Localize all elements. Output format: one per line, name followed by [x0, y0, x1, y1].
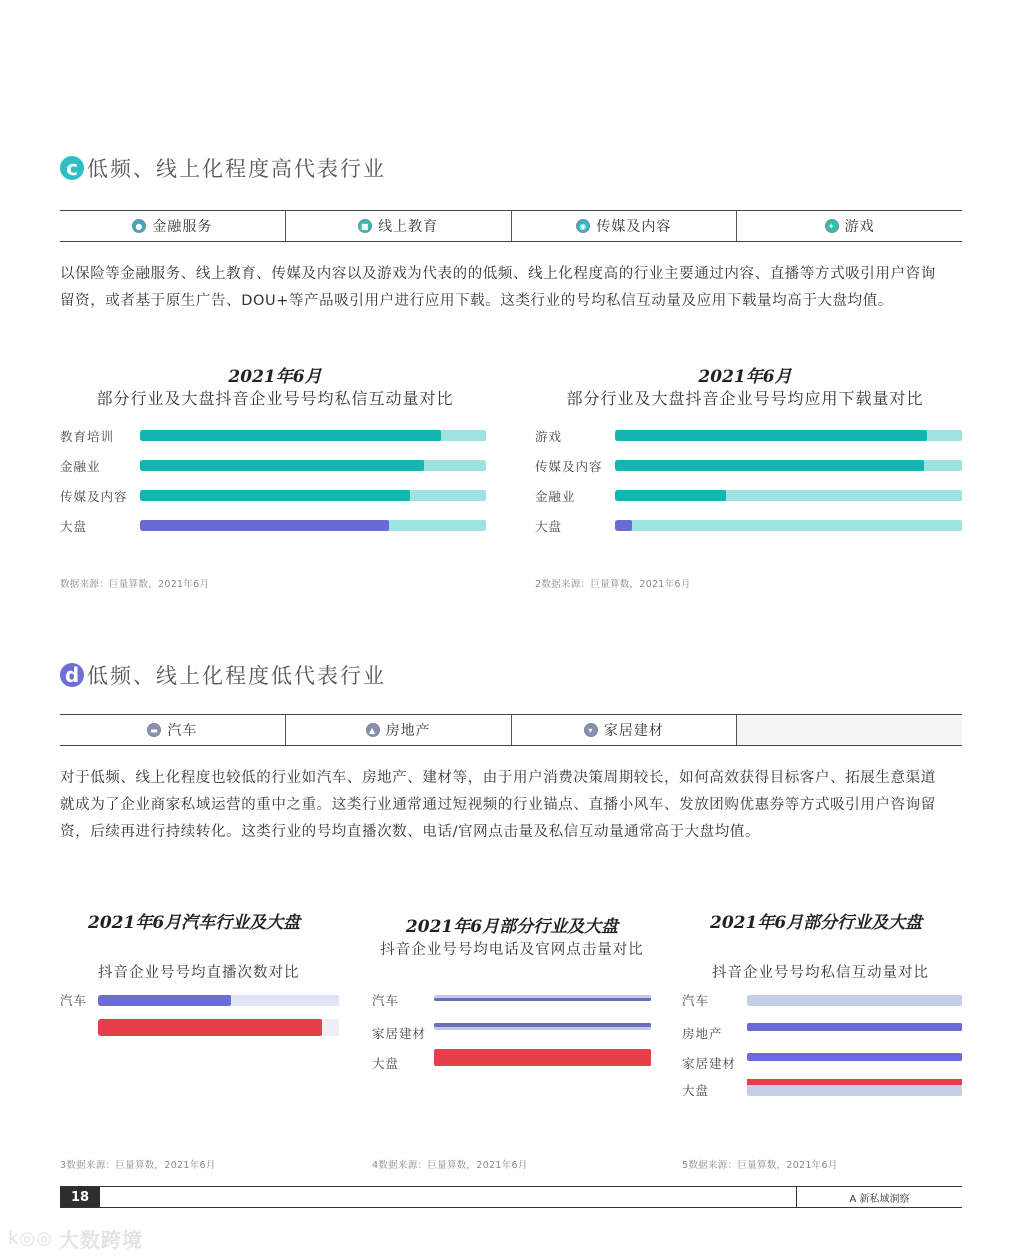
- chart-private-message-interaction: [60, 360, 490, 600]
- chart-app-downloads: [535, 360, 965, 600]
- footer-section-label: A 新私域洞察: [796, 1187, 962, 1207]
- bar-label: 汽车: [60, 993, 88, 1008]
- chart-private-message-low-online: [682, 910, 972, 1175]
- bar-finance: [615, 490, 726, 501]
- house-icon: ▲: [366, 723, 380, 737]
- bar-overall: [615, 520, 632, 531]
- section-c-title: 低频、线上化程度高代表行业: [87, 157, 386, 181]
- page-footer: [60, 1186, 962, 1208]
- bar-overall: [98, 1019, 322, 1036]
- bar-track: [140, 430, 486, 441]
- bar-media: [615, 460, 924, 471]
- tab-home-building[interactable]: [512, 715, 738, 745]
- section-d-heading: [60, 660, 386, 690]
- bar-overall: [140, 520, 389, 531]
- bar-track: [98, 995, 339, 1006]
- game-icon: ✦: [825, 219, 839, 233]
- bar-label: 游戏: [535, 429, 563, 444]
- section-c-badge-icon: c: [60, 156, 84, 180]
- bar-auto: [434, 998, 651, 1001]
- watermark-text: 大数跨境: [58, 1228, 143, 1252]
- media-icon: ◉: [576, 219, 590, 233]
- bar-label: 大盘: [535, 519, 563, 534]
- section-c-heading: [60, 153, 386, 183]
- bar-label: 汽车: [682, 993, 710, 1008]
- bar-label: 金融业: [60, 459, 101, 474]
- section-d-badge-icon: d: [60, 663, 84, 687]
- bar-home-building: [747, 1053, 962, 1061]
- bar-track: [140, 460, 486, 471]
- bar-track: [747, 1023, 962, 1031]
- section-c-paragraph: [60, 261, 965, 315]
- bar-label: 大盘: [372, 1056, 400, 1071]
- car-icon: ▬: [147, 723, 161, 737]
- chart-subtitle: 部分行业及大盘抖音企业号号均应用下载量对比: [566, 389, 924, 408]
- bar-real-estate: [747, 1023, 962, 1031]
- bar-auto: [747, 995, 962, 1006]
- bar-finance: [140, 460, 424, 471]
- section-c-industry-tabs: [60, 210, 962, 242]
- chart-phone-website-clicks: [372, 910, 662, 1175]
- section-d-title: 低频、线上化程度低代表行业: [87, 664, 386, 688]
- chart-source: 数据来源：巨量算数，2021年6月: [60, 579, 210, 590]
- tab-label: 家居建材: [603, 723, 664, 739]
- page-number: 18: [60, 1187, 100, 1207]
- bar-media: [140, 490, 410, 501]
- chart-source: 2数据来源：巨量算数，2021年6月: [535, 579, 691, 590]
- chart-source: 4数据来源：巨量算数，2021年6月: [372, 1160, 528, 1171]
- tab-auto[interactable]: [60, 715, 286, 745]
- bar-label: 传媒及内容: [60, 489, 128, 504]
- tab-label: 传媒及内容: [596, 219, 672, 235]
- bar-track: [98, 1019, 339, 1036]
- bar-track: [747, 995, 962, 1006]
- tab-empty: [737, 715, 962, 745]
- bar-track: [615, 520, 962, 531]
- paragraph-line: 留资，或者基于原生广告、DOU+等产品吸引用户进行应用下载。这类行业的号均私信互动量及应用下载量均高于大盘均值。: [60, 293, 893, 309]
- watermark: [8, 1224, 143, 1253]
- bar-track: [140, 490, 486, 501]
- section-d-paragraph: [60, 765, 965, 846]
- paint-roller-icon: ▾: [584, 723, 598, 737]
- bar-track: [747, 1079, 962, 1096]
- chart-source: 3数据来源：巨量算数，2021年6月: [60, 1160, 216, 1171]
- tab-media-content[interactable]: [512, 211, 738, 241]
- chart-title: 2021年6月部分行业及大盘: [405, 917, 619, 937]
- paragraph-line: 就成为了企业商家私域运营的重中之重。这类行业通常通过短视频的行业锚点、直播小风车、发放团购优惠券等方式吸引用户咨询留: [60, 797, 936, 813]
- chart-live-stream-count: [60, 910, 350, 1175]
- bar-label: 家居建材: [682, 1056, 737, 1071]
- bar-game: [615, 430, 927, 441]
- bar-track: [434, 1049, 651, 1066]
- chart-subtitle: 抖音企业号号均直播次数对比: [98, 965, 300, 981]
- tab-label: 汽车: [167, 723, 198, 739]
- footer-spacer: [100, 1187, 796, 1207]
- bar-label: 大盘: [60, 519, 88, 534]
- tab-label: 金融服务: [152, 219, 213, 235]
- chart-title: 2021年6月: [228, 367, 322, 387]
- paragraph-line: 对于低频、线上化程度也较低的行业如汽车、房地产、建材等，由于用户消费决策周期较长，如何高效获得目标客户、拓展生意渠道: [60, 770, 936, 786]
- tab-game[interactable]: [737, 211, 962, 241]
- bar-track: [615, 430, 962, 441]
- bar-label: 大盘: [682, 1083, 710, 1098]
- bar-label: 房地产: [682, 1026, 723, 1041]
- finance-icon: ●: [132, 219, 146, 233]
- bar-label: 家居建材: [372, 1026, 427, 1041]
- bar-auto: [98, 995, 231, 1006]
- tab-finance[interactable]: [60, 211, 286, 241]
- paragraph-line: 资，后续再进行持续转化。这类行业的号均直播次数、电话/官网点击量及私信互动量通常高于大盘均值。: [60, 824, 761, 840]
- bar-track: [747, 1053, 962, 1061]
- chart-subtitle: 部分行业及大盘抖音企业号号均私信互动量对比: [96, 389, 454, 408]
- bar-label: 汽车: [372, 993, 400, 1008]
- bar-track: [434, 995, 651, 1001]
- chart-title: 2021年6月: [698, 367, 792, 387]
- tab-label: 游戏: [844, 219, 875, 235]
- chart-subtitle: 抖音企业号号均私信互动量对比: [712, 965, 929, 981]
- paragraph-line: 以保险等金融服务、线上教育、传媒及内容以及游戏为代表的的低频、线上化程度高的行业主要通过内容、直播等方式吸引用户咨询: [60, 266, 936, 282]
- chart-subtitle: 抖音企业号号均电话及官网点击量对比: [380, 942, 644, 958]
- chart-title: 2021年6月汽车行业及大盘: [88, 913, 301, 933]
- section-d-industry-tabs: [60, 714, 962, 746]
- tab-real-estate[interactable]: [286, 715, 512, 745]
- bar-overall: [747, 1079, 962, 1085]
- bar-overall: [434, 1049, 651, 1066]
- bar-track: [434, 1023, 651, 1030]
- bar-track: [615, 490, 962, 501]
- tab-label: 房地产: [385, 723, 431, 739]
- education-icon: ■: [358, 219, 372, 233]
- tab-online-education[interactable]: [286, 211, 512, 241]
- bar-track: [615, 460, 962, 471]
- chart-title: 2021年6月部分行业及大盘: [710, 913, 923, 933]
- bar-home-building: [434, 1023, 651, 1027]
- bar-label: 传媒及内容: [535, 459, 603, 474]
- watermark-logo-icon: k◎◎: [8, 1228, 53, 1249]
- tab-label: 线上教育: [378, 219, 439, 235]
- bar-track: [140, 520, 486, 531]
- bar-education: [140, 430, 441, 441]
- bar-label: 金融业: [535, 489, 576, 504]
- chart-source: 5数据来源：巨量算数，2021年6月: [682, 1160, 838, 1171]
- bar-label: 教育培训: [60, 429, 115, 444]
